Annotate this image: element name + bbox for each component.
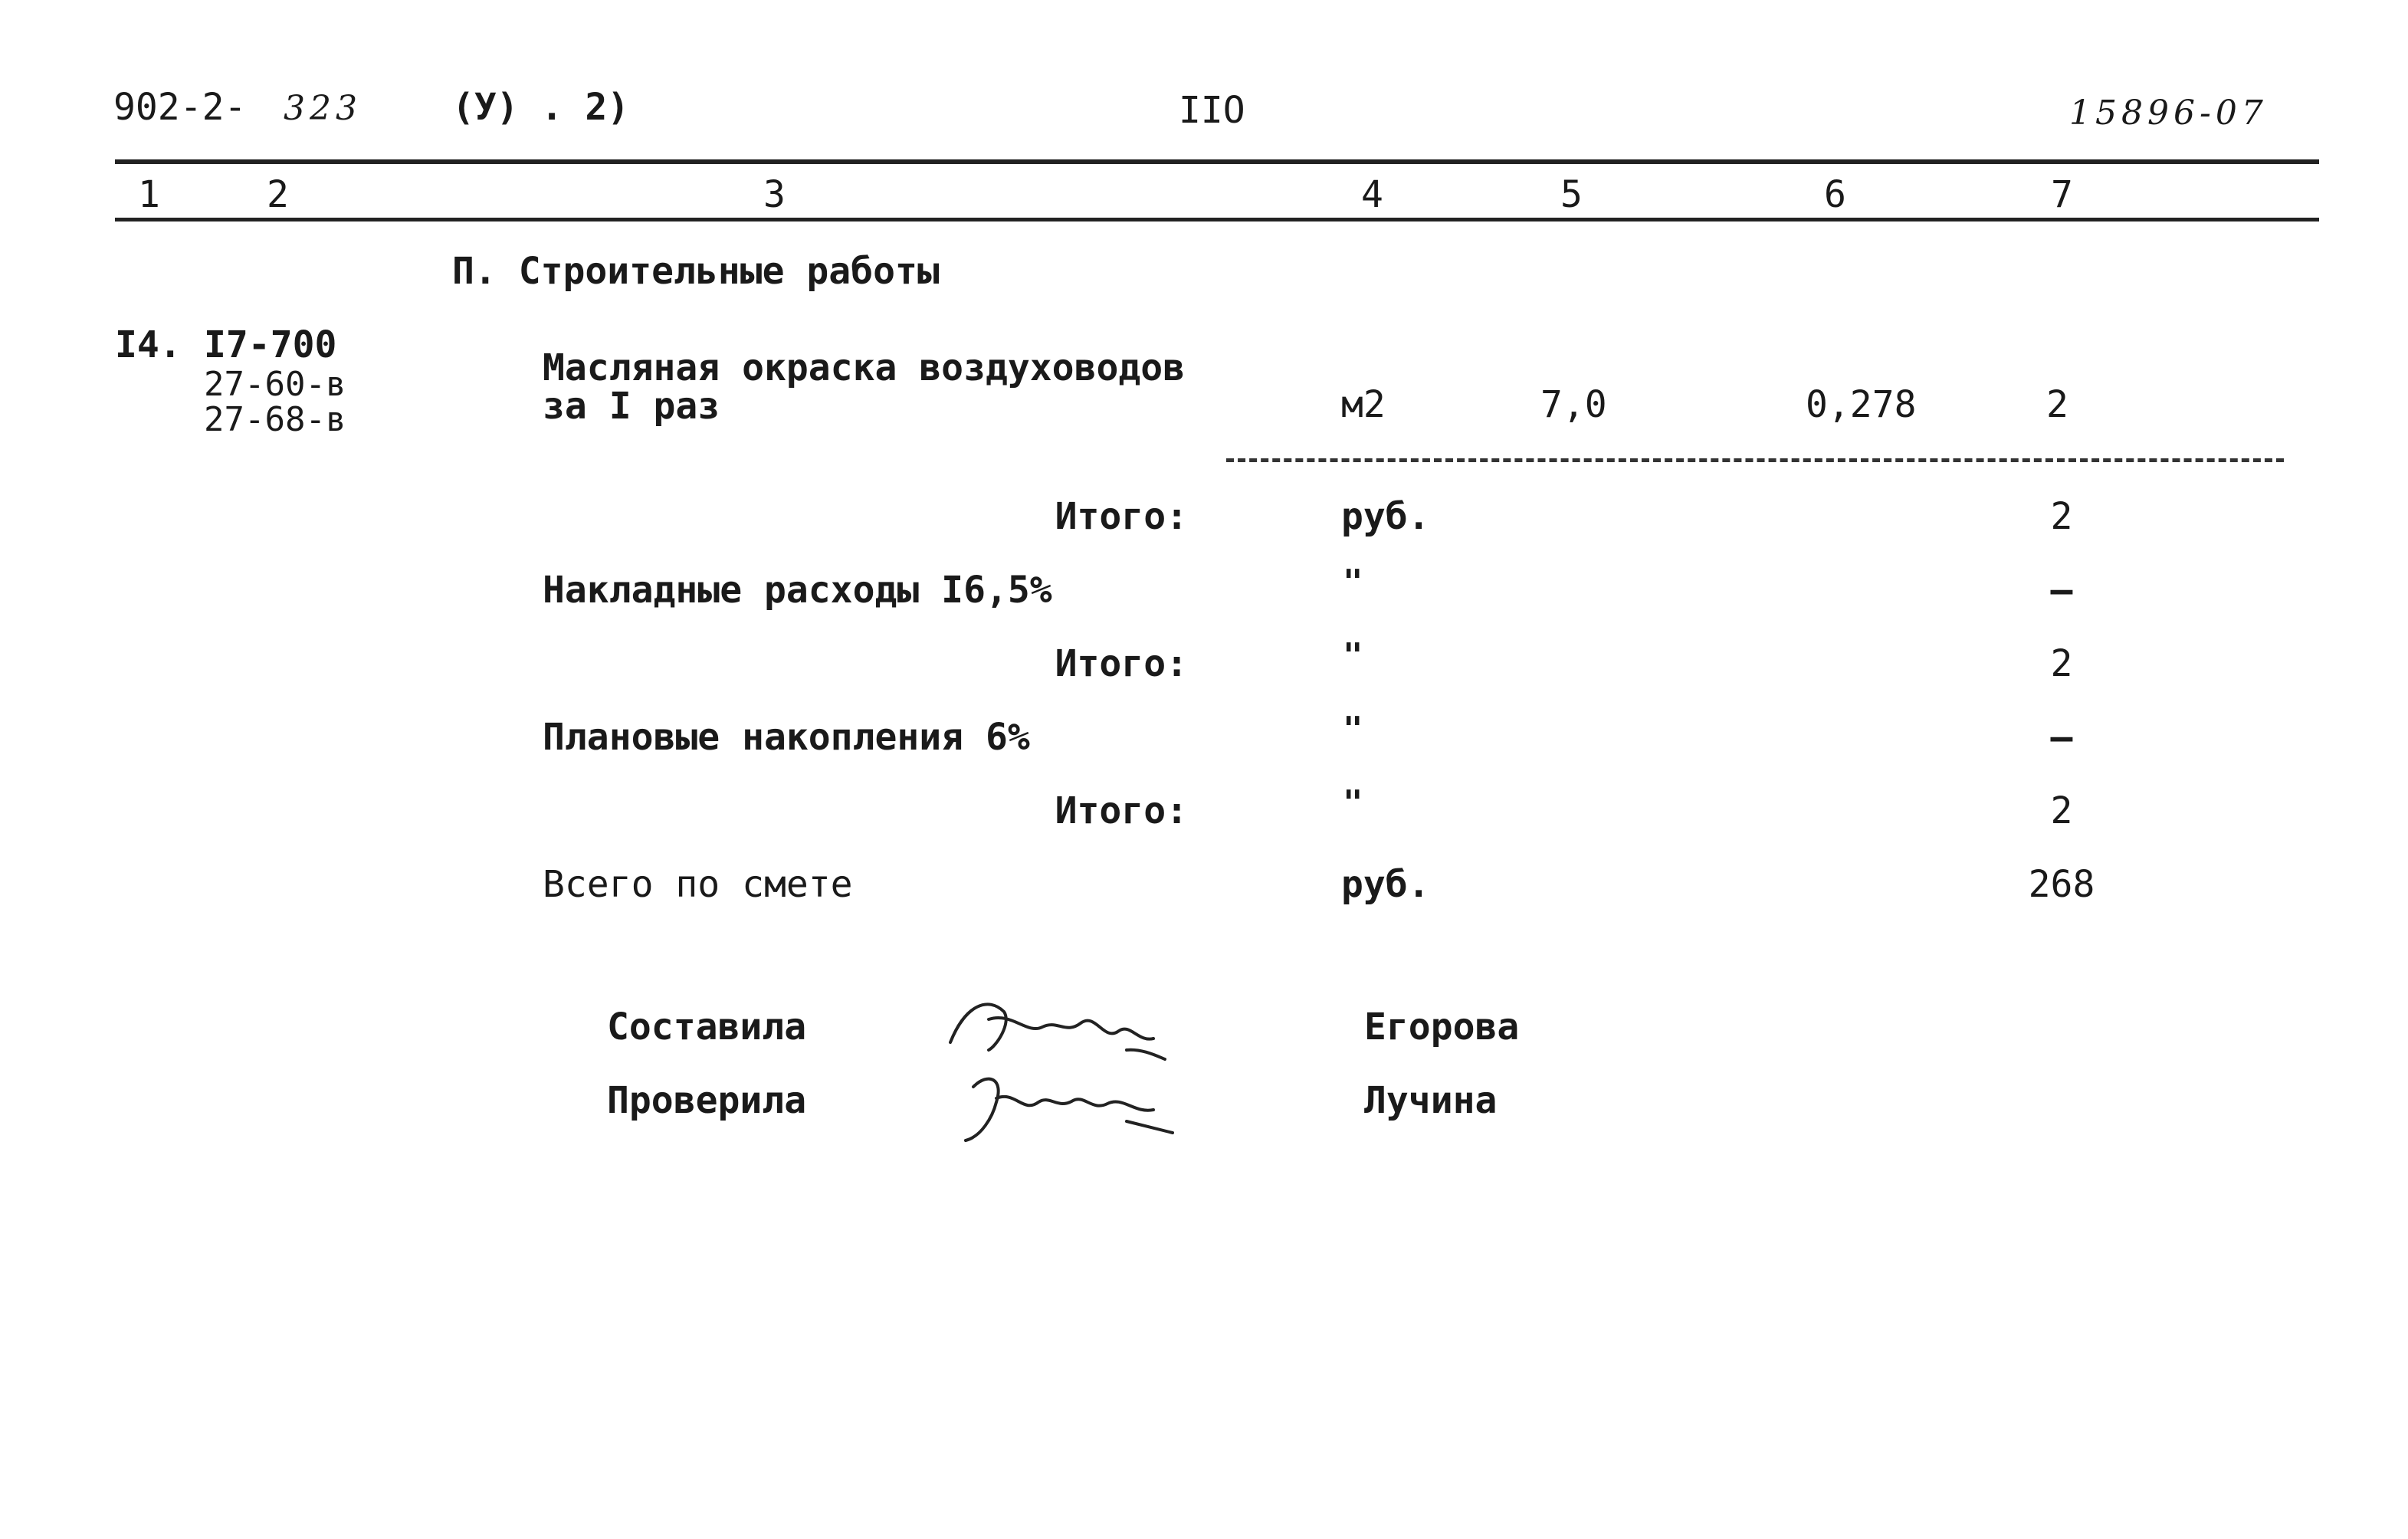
col-header-1: 1: [138, 173, 160, 216]
item-quantity: 7,0: [1540, 383, 1607, 426]
col-header-2: 2: [267, 173, 289, 216]
composed-by-name: Егорова: [1364, 1006, 1520, 1048]
item-name-line1: Масляная окраска воздуховодов: [543, 346, 1186, 389]
doc-code: 902-2-: [113, 86, 247, 129]
item-name-line2: за I раз: [543, 385, 720, 428]
item-unit: м2: [1341, 383, 1386, 426]
subtotal-value-1: 2: [2050, 495, 2073, 538]
table-header-rule: [115, 218, 2319, 221]
planned-savings-unit: ": [1343, 710, 1363, 749]
overhead-value: –: [2050, 569, 2073, 612]
section-title: П. Строительные работы: [452, 250, 940, 293]
subtotal-unit-1: руб.: [1341, 495, 1430, 538]
inventory-number: 15896-07: [2069, 94, 2268, 133]
subtotal-value-2: 2: [2050, 642, 2073, 685]
grand-total-unit: руб.: [1341, 863, 1430, 906]
table-top-rule: [115, 159, 2319, 164]
checked-signature: [950, 1064, 1180, 1148]
album-number: (У) . 2): [452, 86, 630, 129]
doc-code-handwritten: 323: [284, 89, 362, 128]
subtotal-unit-2: ": [1343, 636, 1363, 675]
item-code-2: 27-60-в: [204, 365, 346, 404]
composed-signature: [943, 989, 1173, 1065]
dashed-separator: [1226, 458, 2284, 462]
item-code-3: 27-68-в: [204, 400, 346, 439]
checked-by-name: Лучина: [1364, 1079, 1498, 1122]
col-header-6: 6: [1824, 173, 1846, 216]
col-header-7: 7: [2051, 173, 2073, 216]
subtotal-label-3: Итого:: [1055, 789, 1188, 832]
subtotal-value-3: 2: [2050, 789, 2073, 832]
planned-savings-value: –: [2050, 716, 2073, 759]
item-code-main: I7-700: [204, 323, 337, 366]
overhead-label: Накладные расходы I6,5%: [543, 569, 1052, 612]
grand-total-value: 268: [2028, 863, 2095, 906]
planned-savings-label: Плановые накопления 6%: [543, 716, 1030, 759]
subtotal-unit-3: ": [1343, 783, 1363, 822]
col-header-4: 4: [1361, 173, 1383, 216]
item-number: I4.: [115, 323, 182, 366]
overhead-unit: ": [1343, 563, 1363, 602]
composed-by-label: Составила: [607, 1006, 807, 1048]
item-total: 2: [2046, 383, 2068, 426]
col-header-3: 3: [763, 173, 786, 216]
col-header-5: 5: [1560, 173, 1583, 216]
page-number: IIO: [1179, 89, 1245, 132]
item-unit-price: 0,278: [1806, 383, 1917, 426]
checked-by-label: Проверила: [607, 1079, 807, 1122]
subtotal-label-1: Итого:: [1055, 495, 1188, 538]
subtotal-label-2: Итого:: [1055, 642, 1188, 685]
grand-total-label: Всего по смете: [543, 863, 853, 906]
